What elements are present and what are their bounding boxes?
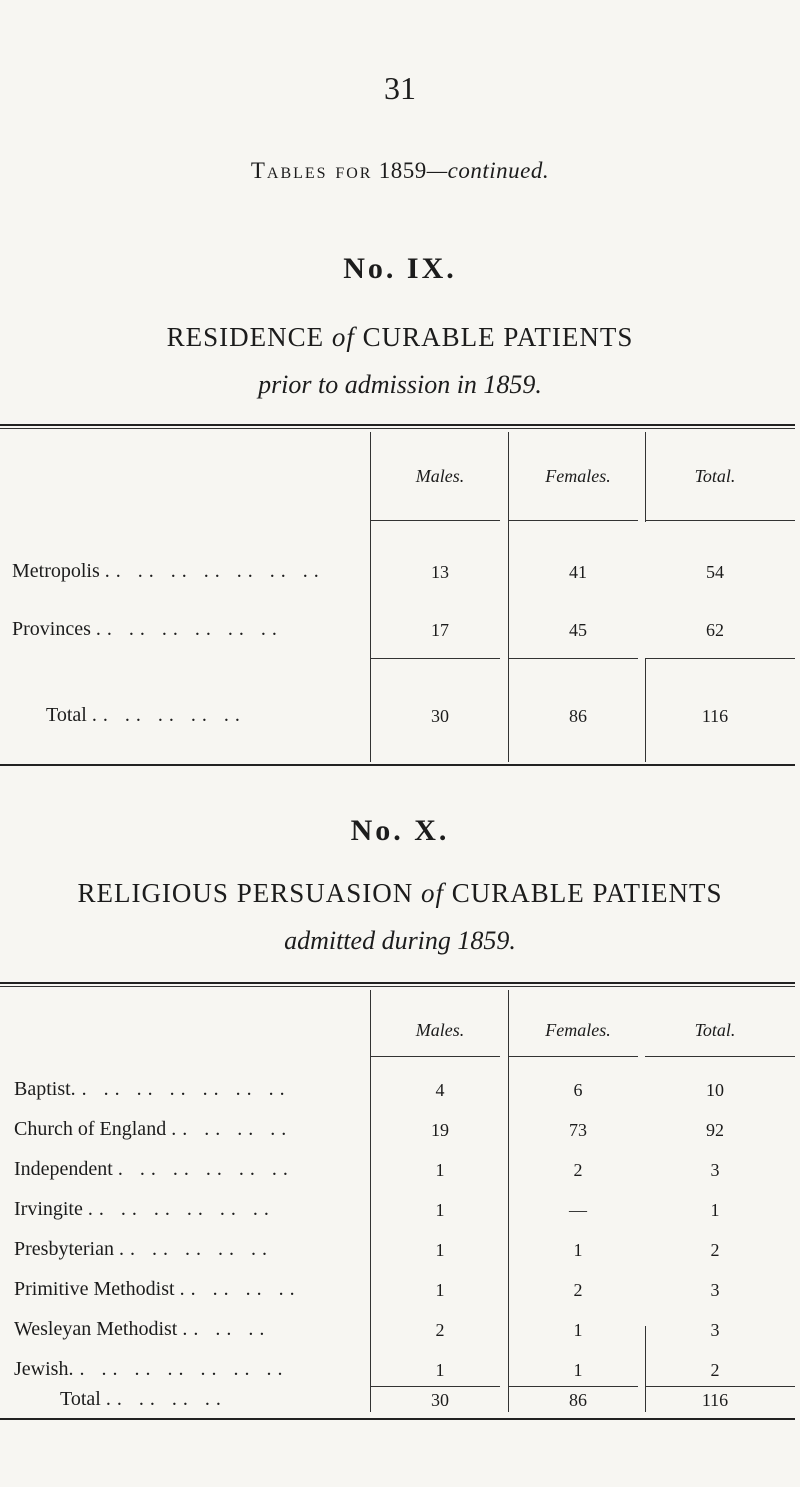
row-label-text: Provinces <box>12 618 91 640</box>
table-x-total-males: 30 <box>431 1390 449 1410</box>
table-x-head-underline-1 <box>370 1056 500 1057</box>
table-ix-head-underline-2 <box>508 520 638 521</box>
row-label-text: Baptist <box>14 1078 71 1100</box>
table-x-irvingite-females: — <box>569 1200 587 1220</box>
table-x-row-baptist <box>14 1078 291 1101</box>
table-ix-head-underline-3 <box>645 520 795 521</box>
total-leader: .. .. .. .. <box>105 1388 227 1410</box>
table-ix-divider-1 <box>370 432 371 762</box>
table-x-total-row <box>60 1388 227 1411</box>
table-x-primitive-females: 2 <box>573 1280 583 1300</box>
table-x-top-rule-inner <box>0 986 795 987</box>
table-ix-subtitle: prior to admission in 1859. <box>258 370 542 399</box>
row-leader: .. .. .. <box>182 1318 271 1340</box>
table-x-bottom-rule <box>0 1418 795 1420</box>
row-leader: .. .. .. .. .. .. <box>95 618 283 640</box>
table-ix-provinces-total: 62 <box>706 620 724 640</box>
table-x-divider-1 <box>370 990 371 1412</box>
table-ix-metropolis-females: 41 <box>569 562 587 582</box>
table-ix-metropolis-males: 13 <box>431 562 449 582</box>
row-leader: .. .. .. .. <box>179 1278 301 1300</box>
running-head-prefix: Tables for <box>250 158 373 183</box>
total-label-text: Total <box>60 1388 101 1410</box>
table-x-primitive-males: 1 <box>435 1280 445 1300</box>
table-x-total-total: 116 <box>701 1390 729 1410</box>
table-x-baptist-males: 4 <box>435 1080 445 1100</box>
table-ix-col-total: Total. <box>694 466 736 486</box>
table-x-presbyterian-females: 1 <box>573 1240 583 1260</box>
table-x-row-jewish <box>14 1358 288 1381</box>
table-ix-col-females: Females. <box>545 466 611 486</box>
table-ix-provinces-females: 45 <box>569 620 587 640</box>
table-x-row-irvingite <box>14 1198 275 1221</box>
table-x-baptist-total: 10 <box>706 1080 724 1100</box>
table-x-row-primitive-methodist <box>14 1278 301 1301</box>
table-ix-number: No. IX. <box>343 252 457 285</box>
table-x-title-of: of <box>420 878 444 908</box>
table-ix-sum-rule-1 <box>370 658 500 659</box>
table-ix-title-rest: CURABLE PATIENTS <box>362 322 634 352</box>
table-x-independent-females: 2 <box>573 1160 583 1180</box>
row-label-text: Presbyterian <box>14 1238 114 1260</box>
table-x-jewish-males: 1 <box>435 1360 445 1380</box>
table-ix-title-of: of <box>331 322 355 352</box>
table-x-title-rest: CURABLE PATIENTS <box>451 878 723 908</box>
table-ix-row-provinces <box>12 618 283 641</box>
table-x-divider-2 <box>508 990 509 1412</box>
table-ix-col-males: Males. <box>415 466 465 486</box>
table-x-sum-rule-2 <box>508 1386 638 1387</box>
table-x-row-presbyterian <box>14 1238 273 1261</box>
table-x-head-underline-3 <box>645 1056 795 1057</box>
table-x-total-females: 86 <box>569 1390 587 1410</box>
table-x-church-males: 19 <box>431 1120 449 1140</box>
table-ix-metropolis-total: 54 <box>706 562 724 582</box>
table-x-primitive-total: 3 <box>710 1280 720 1300</box>
table-x-sum-rule-1 <box>370 1386 500 1387</box>
table-x-number: No. X. <box>350 814 450 847</box>
table-ix-total-males: 30 <box>431 706 449 726</box>
table-x-wesleyan-females: 1 <box>573 1320 583 1340</box>
table-ix-divider-2 <box>508 432 509 762</box>
table-x-row-wesleyan-methodist <box>14 1318 270 1341</box>
running-head <box>0 158 800 184</box>
table-ix-sum-rule-2 <box>508 658 638 659</box>
running-head-year: 1859 <box>378 158 427 183</box>
row-label-text: Wesleyan Methodist <box>14 1318 178 1340</box>
table-ix-divider-3 <box>645 432 646 522</box>
table-x-church-females: 73 <box>569 1120 587 1140</box>
table-ix-title <box>0 322 800 353</box>
table-ix-row-metropolis <box>12 560 325 583</box>
table-x-church-total: 92 <box>706 1120 724 1140</box>
table-ix-top-rule-inner <box>0 428 795 429</box>
table-ix-head-underline-1 <box>370 520 500 521</box>
row-leader: .. .. .. .. .. .. <box>87 1198 275 1220</box>
table-ix-total-total: 116 <box>701 706 729 726</box>
table-x-col-males: Males. <box>415 1020 465 1040</box>
row-label-text: Jewish <box>14 1358 69 1380</box>
table-x-independent-males: 1 <box>435 1160 445 1180</box>
row-leader: . .. .. .. .. .. <box>117 1158 294 1180</box>
table-x-title-main: RELIGIOUS PERSUASION <box>77 878 414 908</box>
table-x-irvingite-total: 1 <box>710 1200 720 1220</box>
total-label-text: Total <box>46 704 87 726</box>
table-x-jewish-females: 1 <box>573 1360 583 1380</box>
row-label-text: Irvingite <box>14 1198 83 1220</box>
table-x-wesleyan-males: 2 <box>435 1320 445 1340</box>
page-number: 31 <box>384 70 416 106</box>
table-ix-bottom-rule <box>0 764 795 766</box>
table-x-head-underline-2 <box>508 1056 638 1057</box>
row-label-text: Church of England <box>14 1118 167 1140</box>
table-ix-top-rule <box>0 424 795 426</box>
row-leader: .. .. .. .. .. <box>118 1238 273 1260</box>
table-x-subtitle: admitted during 1859. <box>284 926 516 955</box>
table-ix-divider-3b <box>645 658 646 762</box>
table-x-wesleyan-total: 3 <box>710 1320 720 1340</box>
table-x-presbyterian-males: 1 <box>435 1240 445 1260</box>
row-label-text: Independent <box>14 1158 113 1180</box>
table-x-independent-total: 3 <box>710 1160 720 1180</box>
table-x-presbyterian-total: 2 <box>710 1240 720 1260</box>
table-x-row-independent <box>14 1158 294 1181</box>
table-x-col-females: Females. <box>545 1020 611 1040</box>
row-label-text: Primitive Methodist <box>14 1278 175 1300</box>
total-leader: .. .. .. .. .. <box>91 704 246 726</box>
table-x-row-church-of-england <box>14 1118 292 1141</box>
table-x-jewish-total: 2 <box>710 1360 720 1380</box>
row-leader: .. .. .. .. <box>171 1118 293 1140</box>
table-x-irvingite-males: 1 <box>435 1200 445 1220</box>
table-x-col-total: Total. <box>694 1020 736 1040</box>
running-head-suffix: —continued. <box>426 158 550 183</box>
table-ix-sum-rule-3 <box>645 658 795 659</box>
row-leader: .. .. .. .. .. .. .. <box>104 560 325 582</box>
table-x-divider-3 <box>645 1326 646 1412</box>
row-leader: .. .. .. .. .. .. .. <box>68 1358 289 1380</box>
row-label-text: Metropolis <box>12 560 100 582</box>
row-leader: .. .. .. .. .. .. .. <box>70 1078 291 1100</box>
table-ix-total-females: 86 <box>569 706 587 726</box>
table-ix-title-main: RESIDENCE <box>166 322 325 352</box>
table-x-title <box>0 878 800 909</box>
table-ix-provinces-males: 17 <box>431 620 449 640</box>
table-x-baptist-females: 6 <box>573 1080 583 1100</box>
table-x-top-rule <box>0 982 795 984</box>
table-x-sum-rule-3 <box>645 1386 795 1387</box>
table-ix-total-row <box>46 704 246 727</box>
